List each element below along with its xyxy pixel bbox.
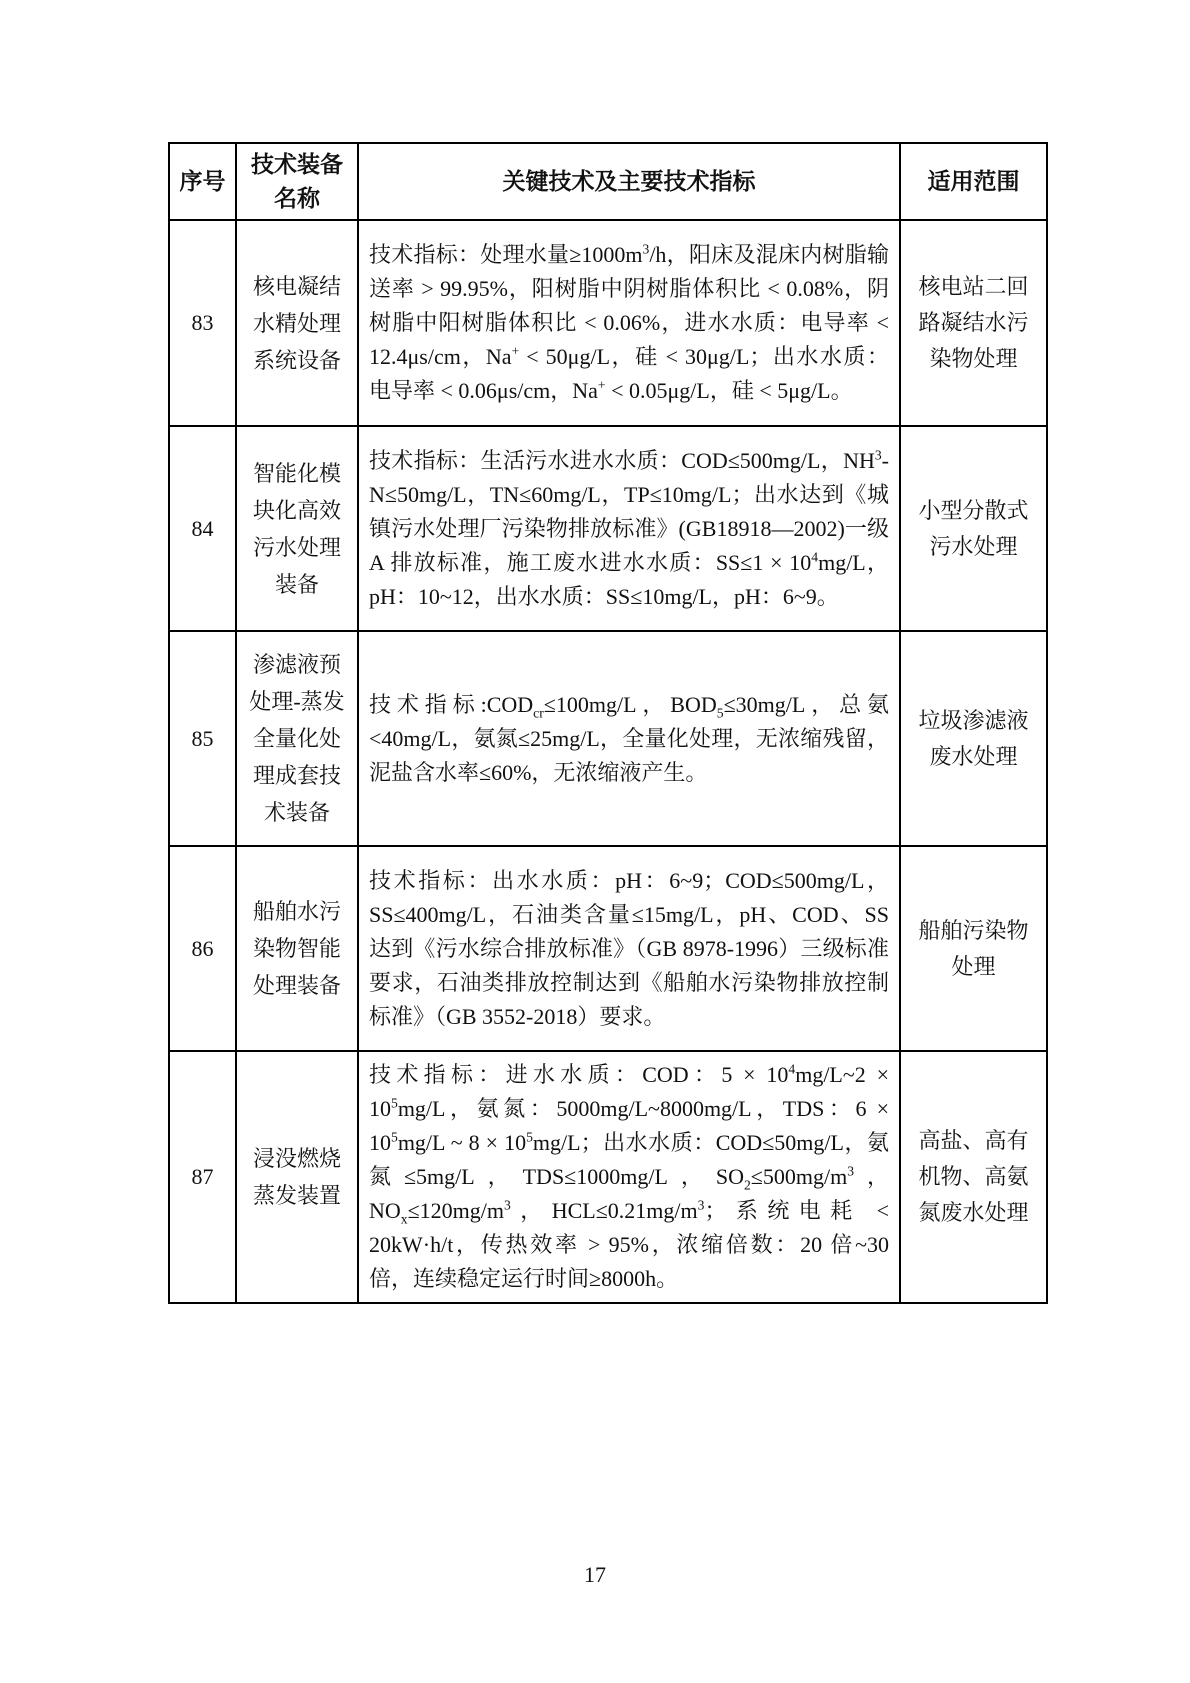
- row-no: 84: [169, 426, 236, 631]
- header-key-specs: 关键技术及主要技术指标: [358, 143, 900, 220]
- row-no: 86: [169, 846, 236, 1051]
- row-scope: 高盐、高有机物、高氨氮废水处理: [900, 1051, 1047, 1303]
- row-equipment-name: 浸没燃烧蒸发装置: [236, 1051, 358, 1303]
- table-row: [169, 220, 1047, 426]
- row-key-specs: 技术指标$:COD_{cr}\le 100mg/L$，$BOD_5\le 30mg/L$，总氨<40mg/L，氨氮≤25mg/L，全量化处理，无浓缩残留，泥盐含水率≤60%，无浓缩液产生。: [358, 631, 900, 846]
- row-scope: 船舶污染物处理: [900, 846, 1047, 1051]
- table-header-row: [169, 143, 1047, 220]
- table-row: [169, 846, 1047, 1051]
- row-key-specs: 技术指标：生活污水进水水质：COD≤500mg/L，$NH^3-N\le 50mg/L$，TN≤60mg/L，TP≤10mg/L；出水达到《城镇污水处理厂污染物排放标准》(GB18918—2002)一级 A 排放标准，施工废水进水水质：$SS\le 1 \times 10^4mg/L$，pH：10~12，出水水质：SS≤10mg/L，pH：6~9。: [358, 426, 900, 631]
- header-equipment-name: 技术装备名称: [236, 143, 358, 220]
- row-key-specs: 技术指标：进水水质：COD：$5 \times 10^4mg/L\sim 2 \times 10^5mg/L$，氨氮：5000mg/L~8000mg/L，TDS：$6 \times 10^5mg/L$ ~ $8 \times 10^5mg/L$；出水水质：COD≤50mg/L，氨氮≤5mg/L，TDS≤1000mg/L，$SO_2\le 500mg/m^3$，$NO_x\le 120mg/m^3$，$HCL\le 0.21mg/m^3$；系统电耗 < 20kW·h/t，传热效率 > 95%，浓缩倍数：20 倍~30 倍，连续稳定运行时间≥8000h。: [358, 1051, 900, 1303]
- row-no: 83: [169, 220, 236, 426]
- table-row: [169, 426, 1047, 631]
- row-scope: 核电站二回路凝结水污染物处理: [900, 220, 1047, 426]
- row-key-specs: 技术指标：出水水质：pH：6~9；COD≤500mg/L，SS≤400mg/L，石油类含量≤15mg/L，pH、COD、SS 达到《污水综合排放标准》（GB 8978-1996）三级标准要求，石油类排放控制达到《船舶水污染物排放控制标准》（GB 3552-2018）要求。: [358, 846, 900, 1051]
- row-no: 85: [169, 631, 236, 846]
- row-key-specs: 技术指标：处理水量$\ge 1000m^3/h$，阳床及混床内树脂输送率 > 99.95%，阳树脂中阴树脂体积比 < 0.08%，阴树脂中阳树脂体积比 < 0.06%，进水水质：电导率 < 12.4μs/cm，Na+ < 50μg/L，硅 < 30μg/L；出水水质：电导率 < 0.06μs/cm，Na+ < 0.05μg/L，硅 < 5μg/L。: [358, 220, 900, 426]
- table-row: [169, 631, 1047, 846]
- page-number: 17: [584, 1562, 606, 1587]
- row-scope: 小型分散式污水处理: [900, 426, 1047, 631]
- row-equipment-name: 智能化模块化高效污水处理装备: [236, 426, 358, 631]
- row-equipment-name: 渗滤液预处理-蒸发全量化处理成套技术装备: [236, 631, 358, 846]
- row-equipment-name: 船舶水污染物智能处理装备: [236, 846, 358, 1051]
- row-no: 87: [169, 1051, 236, 1303]
- row-equipment-name: 核电凝结水精处理系统设备: [236, 220, 358, 426]
- equipment-table: [168, 142, 1048, 1304]
- table-row: [169, 1051, 1047, 1303]
- row-scope: 垃圾渗滤液废水处理: [900, 631, 1047, 846]
- header-scope: 适用范围: [900, 143, 1047, 220]
- header-no: 序号: [169, 143, 236, 220]
